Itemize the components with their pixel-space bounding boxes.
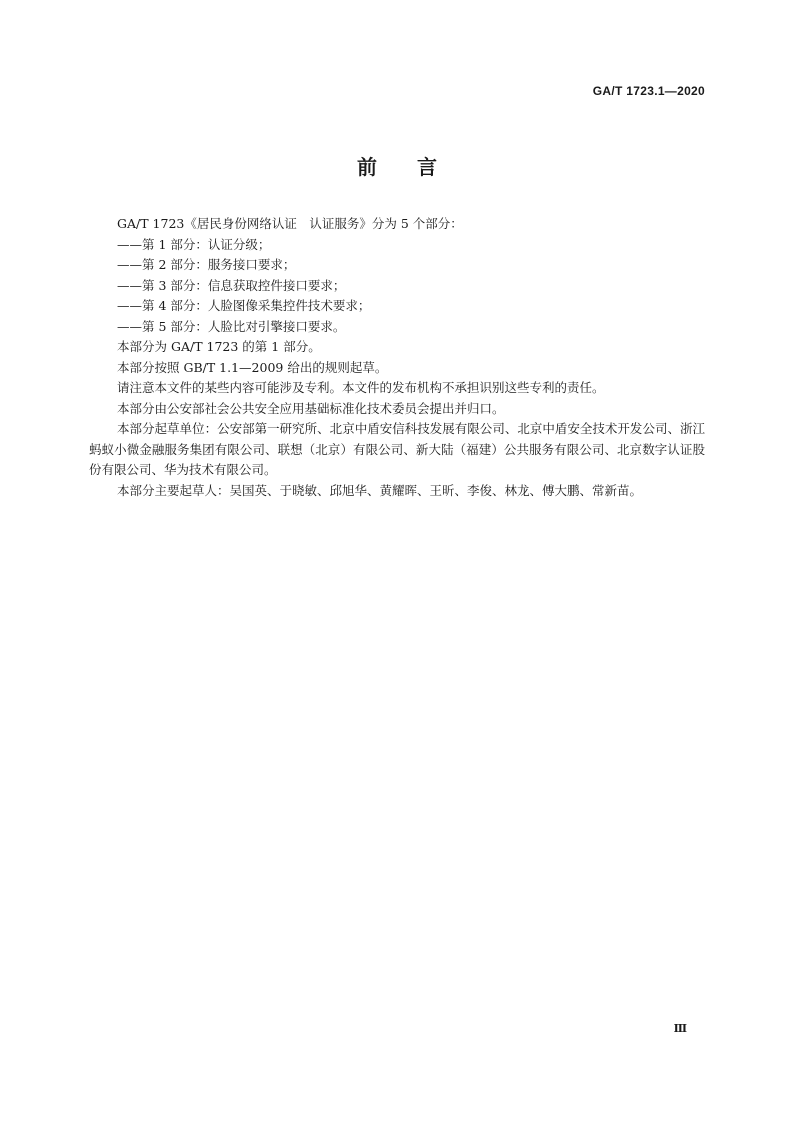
- list-item: ——第 4 部分：人脸图像采集控件技术要求；: [117, 298, 371, 313]
- list-item: ——第 5 部分：人脸比对引擎接口要求。: [117, 318, 346, 334]
- intro-paragraph: GA/T 1723《居民身份网络认证 认证服务》分为 5 个部分：: [117, 216, 463, 231]
- patent-notice-paragraph: 请注意本文件的某些内容可能涉及专利。本文件的发布机构不承担识别这些专利的责任。: [117, 380, 605, 395]
- standard-code: GA/T 1723.1—2020: [592, 84, 705, 98]
- drafters-paragraph: 本部分主要起草人：吴国英、于晓敏、邱旭华、黄耀晖、王昕、李俊、林龙、傅大鹏、常新苗。: [117, 482, 643, 498]
- drafting-rule-paragraph: 本部分按照 GB/T 1.1—2009 给出的规则起草。: [117, 359, 388, 375]
- foreword-body: [89, 214, 705, 501]
- page-title-part2: 言: [417, 155, 437, 179]
- page-title: [0, 151, 794, 180]
- proposer-paragraph: 本部分由公安部社会公共安全应用基础标准化技术委员会提出并归口。: [117, 400, 505, 416]
- page-title-part1: 前: [357, 155, 377, 179]
- list-item: ——第 2 部分：服务接口要求；: [117, 257, 296, 272]
- part-of-paragraph: 本部分为 GA/T 1723 的第 1 部分。: [117, 339, 321, 354]
- list-item: ——第 1 部分：认证分级；: [117, 236, 271, 252]
- drafting-units-paragraph: 本部分起草单位：公安部第一研究所、北京中盾安信科技发展有限公司、北京中盾安全技术开发公司、浙江蚂蚁小微金融服务集团有限公司、联想（北京）有限公司、新大陆（福建）公共服务有限公司、北京数字认证股份有限公司、华为技术有限公司。: [89, 421, 705, 477]
- list-item: ——第 3 部分：信息获取控件接口要求；: [117, 277, 346, 293]
- page-number: Ⅲ: [673, 1022, 687, 1035]
